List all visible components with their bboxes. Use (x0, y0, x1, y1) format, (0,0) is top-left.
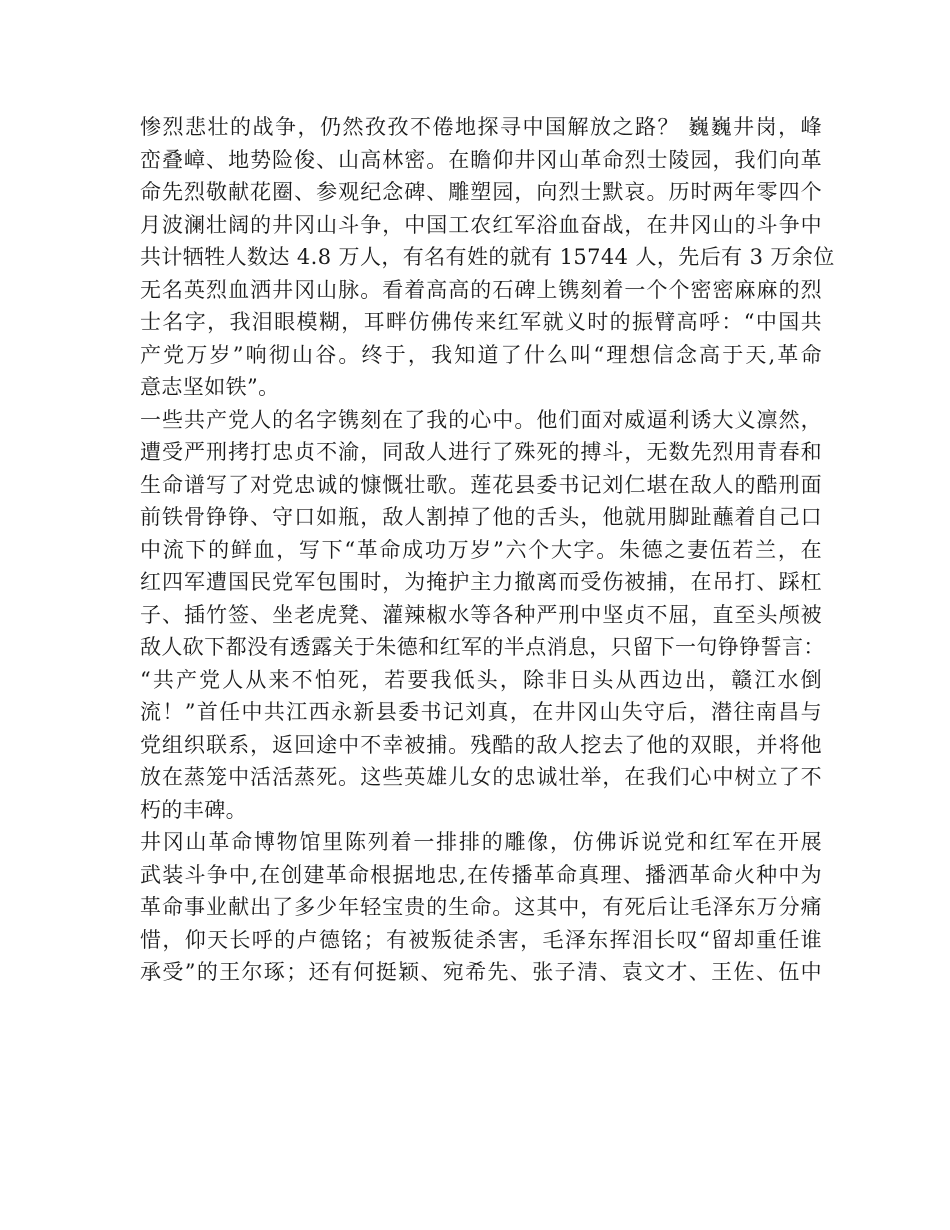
text-line: 敌人砍下都没有透露关于朱德和红军的半点消息，只留下一句铮铮誓言： (140, 635, 825, 659)
text-line: 前铁骨铮铮、守口如瓶，敌人割掉了他的舌头，他就用脚趾蘸着自己口 (140, 505, 822, 529)
text-line: 革命事业献出了多少年轻宝贵的生命。这其中，有死后让毛泽东万分痛 (140, 895, 822, 919)
text-line: 士名字，我泪眼模糊，耳畔仿佛传来红军就义时的振臂高呼：“中国共 (140, 310, 822, 334)
text-line: 意志坚如铁”。 (140, 375, 280, 399)
paragraph-1 (140, 111, 835, 404)
text-line: 红四军遭国民党军包围时，为掩护主力撤离而受伤被捕，在吊打、踩杠 (140, 570, 822, 594)
text-line: 武装斗争中,在创建革命根据地忠,在传播革命真理、播洒革命火种中为 (140, 862, 822, 887)
text-line: 遭受严刑拷打忠贞不渝，同敌人进行了殊死的搏斗，无数先烈用青春和 (140, 440, 822, 464)
text-line: 命先烈敬献花圈、参观纪念碑、雕塑园，向烈士默哀。历时两年零四个 (140, 180, 822, 204)
paragraph-2 (140, 404, 825, 827)
paragraph-3 (140, 826, 822, 989)
document-body (140, 111, 835, 989)
text-line: 党组织联系，返回途中不幸被捕。残酷的敌人挖去了他的双眼，并将他 (140, 732, 822, 757)
text-line: 承受”的王尔琢；还有何挺颖、宛希先、张子清、袁文才、王佐、伍中 (140, 960, 822, 984)
text-line: “共产党人从来不怕死，若要我低头，除非日头从西边出，赣江水倒 (140, 667, 822, 692)
text-line: 产党万岁”响彻山谷。终于，我知道了什么叫“理想信念高于天,革命 (140, 342, 822, 367)
text-line: 惜，仰天长呼的卢德铭；有被叛徒杀害，毛泽东挥泪长叹“留却重任谁 (140, 927, 822, 952)
text-line: 生命谱写了对党忠诚的慷慨壮歌。莲花县委书记刘仁堪在敌人的酷刑面 (140, 472, 822, 497)
text-line: 月波澜壮阔的井冈山斗争，中国工农红军浴血奋战，在井冈山的斗争中 (140, 212, 822, 237)
text-line: 无名英烈血洒井冈山脉。看着高高的石碑上镌刻着一个个密密麻麻的烈 (140, 277, 822, 302)
text-line: 一些共产党人的名字镌刻在了我的心中。他们面对威逼利诱大义凛然， (140, 407, 822, 432)
text-line: 共计牺牲人数达 4.8 万人，有名有姓的就有 15744 人，先后有 3 万余位 (140, 245, 835, 269)
text-line: 子、插竹签、坐老虎凳、灌辣椒水等各种严刑中坚贞不屈，直至头颅被 (140, 602, 822, 627)
text-line: 放在蒸笼中活活蒸死。这些英雄儿女的忠诚壮举，在我们心中树立了不 (140, 765, 822, 789)
text-line: 峦叠嶂、地势险俊、山高林密。在瞻仰井冈山革命烈士陵园，我们向革 (140, 147, 822, 172)
text-line: 惨烈悲壮的战争，仍然孜孜不倦地探寻中国解放之路？ 巍巍井岗，峰 (140, 115, 822, 139)
text-line: 中流下的鲜血，写下“革命成功万岁”六个大字。朱德之妻伍若兰，在 (140, 537, 822, 562)
text-line: 井冈山革命博物馆里陈列着一排排的雕像，仿佛诉说党和红军在开展 (140, 830, 822, 854)
text-line: 朽的丰碑。 (140, 797, 247, 822)
text-line: 流！”首任中共江西永新县委书记刘真，在井冈山失守后，潜往南昌与 (140, 700, 822, 724)
